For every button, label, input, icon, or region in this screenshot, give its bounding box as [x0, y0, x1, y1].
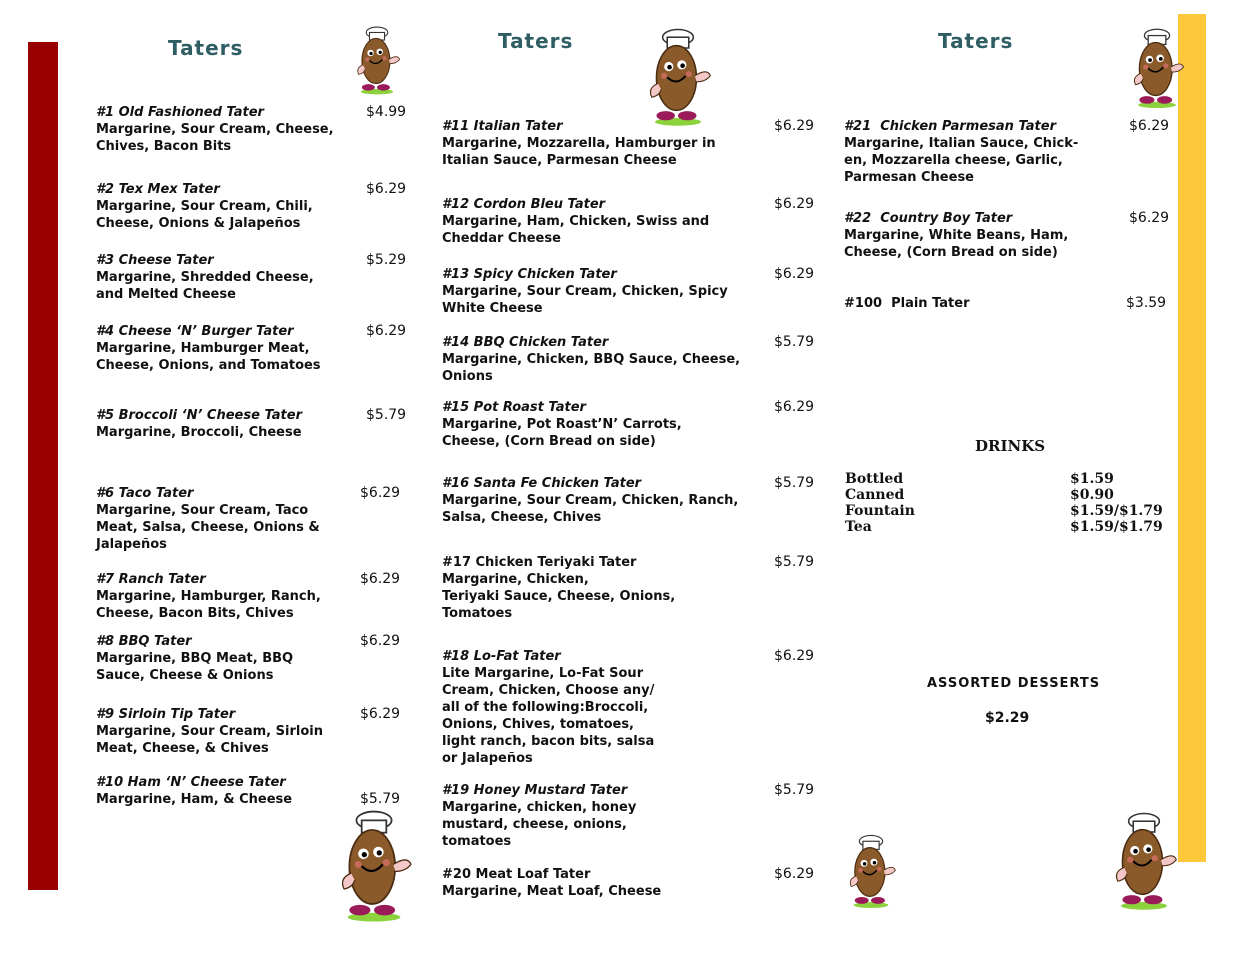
item-name: #11 Italian Tater	[442, 119, 563, 134]
menu-item-13	[442, 266, 814, 317]
item-name: #18 Lo-Fat Tater	[442, 649, 561, 664]
item-ingredients: Margarine, Sour Cream, Sirloin Meat, Cheese, & Chives	[96, 724, 323, 756]
item-price: $6.29	[774, 266, 815, 282]
item-ingredients: Lite Margarine, Lo-Fat Sour Cream, Chicken, Choose any/ all of the following:Broccoli, Onions, Chives, tomatoes, light ranch, bacon bits, salsa or Jalapeños	[442, 666, 655, 766]
drink-row	[845, 471, 1165, 487]
item-name: #1 Old Fashioned Tater	[96, 105, 264, 120]
item-ingredients: Margarine, Ham, Chicken, Swiss and Cheddar Cheese	[442, 214, 710, 246]
item-name: #5 Broccoli ‘N’ Cheese Tater	[96, 408, 302, 423]
menu-item-15	[442, 399, 814, 450]
item-name: #9 Sirloin Tip Tater	[96, 707, 236, 722]
potato-chef-icon	[348, 26, 406, 96]
menu-item-6	[96, 485, 406, 553]
item-price: $6.29	[366, 323, 407, 339]
item-price: $6.29	[1129, 210, 1170, 226]
item-name: #6 Taco Tater	[96, 486, 194, 501]
drink-name: Bottled	[845, 471, 904, 487]
item-ingredients: Margarine, Sour Cream, Cheese, Chives, Bacon Bits	[96, 122, 334, 154]
left-decorative-bar	[28, 42, 58, 890]
item-price: $6.29	[1129, 118, 1170, 134]
item-name: #22 Country Boy Tater	[844, 211, 1013, 226]
potato-chef-icon	[1124, 28, 1190, 110]
menu-item-14	[442, 334, 814, 385]
menu-item-10	[96, 774, 406, 808]
item-ingredients: Margarine, Broccoli, Cheese	[96, 425, 302, 440]
item-ingredients: Margarine, Hamburger Meat, Cheese, Onions, and Tomatoes	[96, 341, 321, 373]
item-name: #8 BBQ Tater	[96, 634, 192, 649]
column3-heading: Taters	[938, 29, 1014, 53]
item-price: $6.29	[774, 196, 815, 212]
item-price: $3.59	[1126, 295, 1167, 311]
item-price: $6.29	[774, 648, 815, 664]
drink-price: $1.59/$1.79	[1070, 519, 1163, 535]
menu-item-20	[442, 866, 814, 900]
item-name: #15 Pot Roast Tater	[442, 400, 586, 415]
menu-item-2	[96, 181, 406, 232]
menu-item-1	[96, 104, 406, 155]
item-name: #16 Santa Fe Chicken Tater	[442, 476, 642, 491]
item-name: #19 Honey Mustard Tater	[442, 783, 628, 798]
drink-price: $1.59	[1070, 471, 1114, 487]
menu-item-22	[844, 210, 1169, 261]
menu-item-4	[96, 323, 406, 374]
menu-item-18	[442, 648, 814, 767]
menu-item-12	[442, 196, 814, 247]
drink-row	[845, 503, 1165, 519]
item-price: $6.29	[366, 181, 407, 197]
item-price: $5.29	[366, 252, 407, 268]
item-ingredients: Margarine, BBQ Meat, BBQ Sauce, Cheese & Onions	[96, 651, 294, 683]
item-ingredients: Margarine, Ham, & Cheese	[96, 792, 293, 807]
item-ingredients: Margarine, Pot Roast’N’ Carrots, Cheese, (Corn Bread on side)	[442, 417, 682, 449]
item-name: #10 Ham ‘N’ Cheese Tater	[96, 775, 286, 790]
item-price: $5.79	[774, 334, 815, 350]
menu-item-5	[96, 407, 406, 441]
item-ingredients: Margarine, Sour Cream, Chicken, Ranch, Salsa, Cheese, Chives	[442, 493, 739, 525]
menu-item-9	[96, 706, 406, 757]
item-price: $5.79	[360, 791, 401, 807]
item-name: #100 Plain Tater	[844, 296, 970, 311]
drink-name: Tea	[845, 519, 872, 535]
menu-item-7	[96, 571, 406, 622]
item-ingredients: Margarine, Hamburger, Ranch, Cheese, Bacon Bits, Chives	[96, 589, 321, 621]
drink-name: Canned	[845, 487, 905, 503]
drink-price: $0.90	[1070, 487, 1114, 503]
item-name: #17 Chicken Teriyaki Tater	[442, 555, 637, 570]
column2-heading: Taters	[498, 29, 574, 53]
drink-row	[845, 487, 1165, 503]
menu-item-16	[442, 475, 814, 526]
item-ingredients: Margarine, White Beans, Ham, Cheese, (Corn Bread on side)	[844, 228, 1069, 260]
drinks-heading: DRINKS	[975, 437, 1046, 455]
item-price: $5.79	[774, 782, 815, 798]
menu-item-100	[844, 295, 1169, 312]
item-name: #2 Tex Mex Tater	[96, 182, 220, 197]
potato-chef-icon	[330, 808, 418, 926]
item-ingredients: Margarine, Italian Sauce, Chick- en, Mozzarella cheese, Garlic, Parmesan Cheese	[844, 136, 1079, 185]
item-price: $5.79	[774, 554, 815, 570]
menu-item-21	[844, 118, 1169, 186]
item-ingredients: Margarine, Sour Cream, Chicken, Spicy White Cheese	[442, 284, 728, 316]
item-ingredients: Margarine, Shredded Cheese, and Melted Cheese	[96, 270, 314, 302]
item-price: $5.79	[366, 407, 407, 423]
item-price: $6.29	[774, 399, 815, 415]
menu-item-19	[442, 782, 814, 850]
potato-chef-icon	[842, 834, 900, 910]
item-ingredients: Margarine, Chicken, BBQ Sauce, Cheese, Onions	[442, 352, 741, 384]
item-price: $6.29	[360, 633, 401, 649]
desserts-price: $2.29	[985, 710, 1030, 726]
item-name: #3 Cheese Tater	[96, 253, 214, 268]
item-name: #12 Cordon Bleu Tater	[442, 197, 606, 212]
drink-price: $1.59/$1.79	[1070, 503, 1163, 519]
item-name: #14 BBQ Chicken Tater	[442, 335, 609, 350]
item-price: $5.79	[774, 475, 815, 491]
item-ingredients: Margarine, Meat Loaf, Cheese	[442, 884, 662, 899]
column1-heading: Taters	[168, 36, 244, 60]
item-name: #21 Chicken Parmesan Tater	[844, 119, 1056, 134]
item-price: $6.29	[360, 485, 401, 501]
menu-item-8	[96, 633, 406, 684]
right-decorative-bar	[1178, 14, 1206, 862]
desserts-heading: ASSORTED DESSERTS	[927, 676, 1101, 691]
potato-chef-icon	[1104, 812, 1184, 912]
item-name: #4 Cheese ‘N’ Burger Tater	[96, 324, 294, 339]
item-ingredients: Margarine, Chicken, Teriyaki Sauce, Cheese, Onions, Tomatoes	[442, 572, 676, 621]
potato-chef-icon	[632, 28, 724, 128]
menu-item-17	[442, 554, 814, 622]
item-price: $6.29	[360, 571, 401, 587]
item-price: $6.29	[360, 706, 401, 722]
item-price: $6.29	[774, 866, 815, 882]
item-price: $4.99	[366, 104, 407, 120]
menu-item-3	[96, 252, 406, 303]
drink-name: Fountain	[845, 503, 915, 519]
item-ingredients: Margarine, chicken, honey mustard, cheese, onions, tomatoes	[442, 800, 637, 849]
menu-item-11	[442, 118, 814, 169]
item-name: #7 Ranch Tater	[96, 572, 206, 587]
item-ingredients: Margarine, Mozzarella, Hamburger in Italian Sauce, Parmesan Cheese	[442, 136, 716, 168]
item-price: $6.29	[774, 118, 815, 134]
item-name: #20 Meat Loaf Tater	[442, 867, 591, 882]
item-ingredients: Margarine, Sour Cream, Taco Meat, Salsa, Cheese, Onions & Jalapeños	[96, 503, 320, 552]
item-ingredients: Margarine, Sour Cream, Chili, Cheese, Onions & Jalapeños	[96, 199, 313, 231]
item-name: #13 Spicy Chicken Tater	[442, 267, 617, 282]
drink-row	[845, 519, 1165, 535]
